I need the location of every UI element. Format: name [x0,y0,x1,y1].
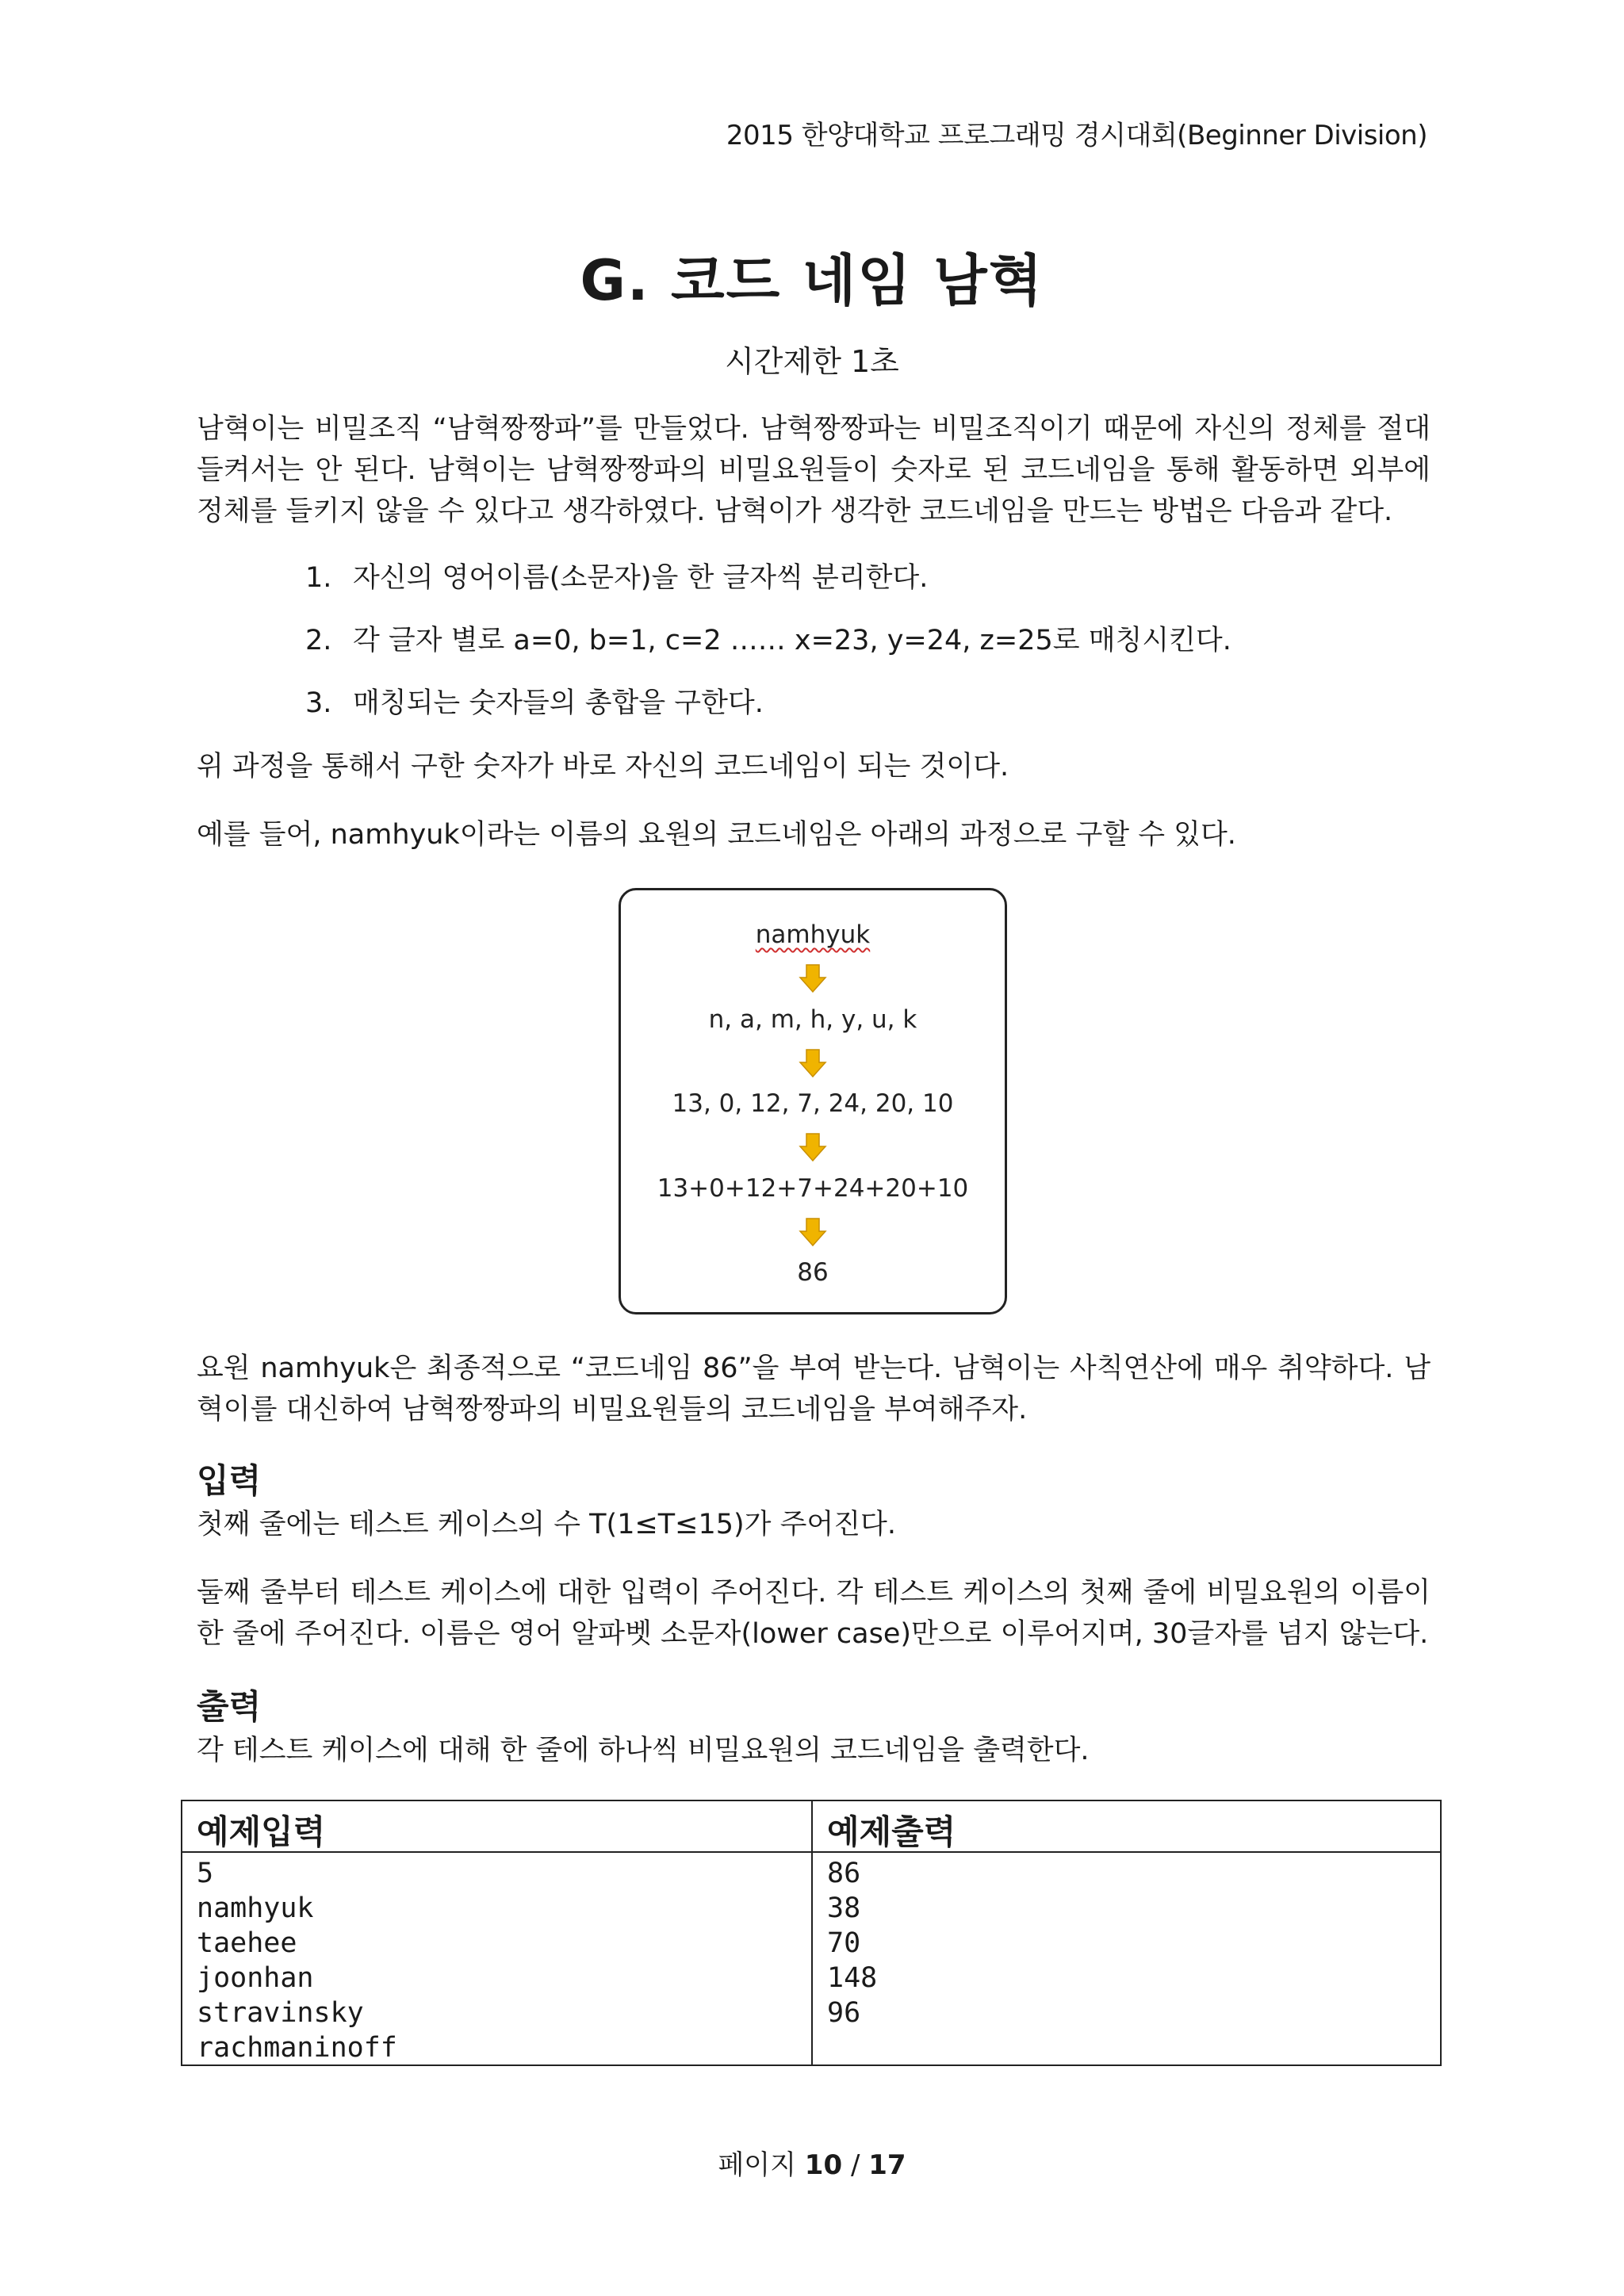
after-steps-text: 위 과정을 통해서 구한 숫자가 바로 자신의 코드네임이 되는 것이다. [197,751,1009,783]
conclusion-paragraph: 요원 namhyuk은 최종적으로 “코드네임 86”을 부여 받는다. 남혁이는 사칙연산에 매우 취약하다. 남혁이를 대신하여 남혁짱짱파의 비밀요원들의 코드네임을 부여해주자. [197,1353,1431,1425]
step-2 [305,620,1231,661]
down-arrow-icon [798,963,828,993]
time-limit: 시간제한 1초 [725,344,899,379]
sample-output: 86 38 70 148 96 [827,1858,878,2029]
step-number: 3. [305,687,332,719]
page-header: 2015 한양대학교 프로그래밍 경시대회(Beginner Division) [726,120,1427,151]
diagram-step-letters: n, a, m, h, y, u, k [708,1005,917,1034]
problem-title: G. 코드 네임 남혁 [580,248,1044,313]
diagram-step-sum: 13+0+12+7+24+20+10 [657,1174,969,1203]
page-separator: / [850,2149,860,2181]
diagram-step-numbers: 13, 0, 12, 7, 24, 20, 10 [672,1089,954,1118]
intro-paragraph: 남혁이는 비밀조직 “남혁짱짱파”를 만들었다. 남혁짱짱파는 비밀조직이기 때문에 자신의 정체를 절대 들켜서는 안 된다. 남혁이는 남혁짱짱파의 비밀요원들이 숫자로 된 코드네임을 통해 활동하면 외부에 정체를 들키지 않을 수 있다고 생각하였다. 남혁이가 생각한 코드네임을 만드는 방법은 다음과 같다. [197,413,1431,527]
step-text: 자신의 영어이름(소문자)을 한 글자씩 분리한다. [353,562,929,594]
step-number: 1. [305,562,332,594]
input-line-1: 첫째 줄에는 테스트 케이스의 수 T(1≤T≤15)가 주어진다. [197,1509,896,1540]
step-text: 매칭되는 숫자들의 총합을 구한다. [353,687,764,719]
down-arrow-icon [798,1048,828,1078]
sample-output-cell [813,1853,1440,2065]
down-arrow-icon [798,1132,828,1162]
sample-input-header: 예제입력 [182,1801,813,1853]
input-line-2: 둘째 줄부터 테스트 케이스에 대한 입력이 주어진다. 각 테스트 케이스의 첫째 줄에 비밀요원의 이름이 한 줄에 주어진다. 이름은 영어 알파벳 소문자(lower case)만으로 이루어지며, 30글자를 넘지 않는다. [197,1577,1431,1650]
example-intro: 예를 들어, namhyuk이라는 이름의 요원의 코드네임은 아래의 과정으로 구할 수 있다. [197,819,1236,851]
step-text: 각 글자 별로 a=0, b=1, c=2 …… x=23, y=24, z=25로 매칭시킨다. [353,625,1231,656]
sample-table [181,1800,1442,2066]
output-line-1: 각 테스트 케이스에 대해 한 줄에 하나씩 비밀요원의 코드네임을 출력한다. [197,1735,1090,1766]
step-1 [305,557,928,599]
diagram-step-result: 86 [797,1258,829,1287]
down-arrow-icon [798,1217,828,1247]
sample-output-header: 예제출력 [813,1801,1440,1853]
example-diagram [619,888,1007,1314]
diagram-step-name: namhyuk [755,920,871,949]
sample-input: 5 namhyuk taehee joonhan stravinsky rachmaninoff [197,1858,397,2064]
page-current: 10 [804,2149,843,2181]
page-footer [0,2143,1624,2182]
step-number: 2. [305,625,332,656]
sample-input-cell [182,1853,813,2065]
output-heading: 출력 [197,1687,262,1726]
page-label: 페이지 [718,2149,796,2181]
input-heading: 입력 [197,1461,262,1500]
page-total: 17 [868,2149,906,2181]
step-3 [305,683,764,724]
